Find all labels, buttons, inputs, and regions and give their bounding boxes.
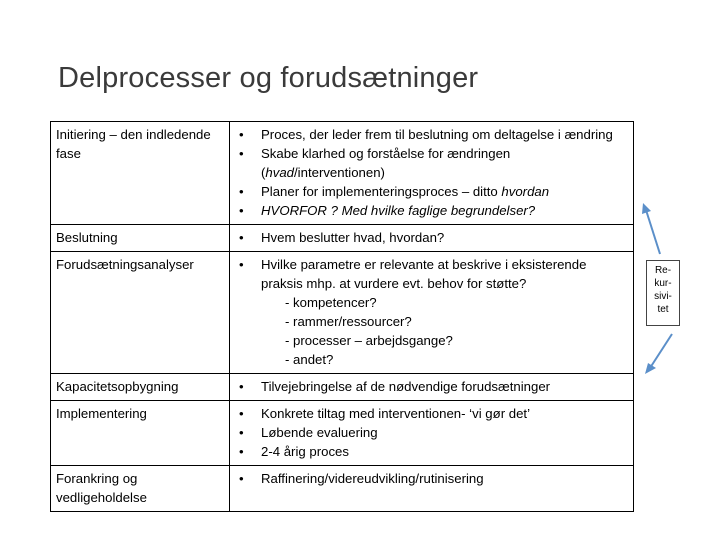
row-label: Forudsætningsanalyser — [51, 252, 230, 374]
arrow-up-icon — [636, 200, 666, 260]
row-content — [230, 225, 634, 252]
table-row — [51, 466, 634, 512]
list-item: • HVORFOR ? Med hvilke faglige begrundelser? — [235, 201, 628, 220]
row-content — [230, 252, 634, 374]
list-item: • Skabe klarhed og forståelse for ændringen (hvad/interventionen) — [235, 144, 628, 182]
list-item: • 2-4 årig proces — [235, 442, 628, 461]
slide-title: Delprocesser og forudsætninger — [58, 62, 479, 94]
recursion-box: Re- kur- sivi- tet — [646, 260, 680, 326]
sub-item: - andet? — [285, 352, 334, 367]
table-row — [51, 374, 634, 401]
list-item: • Tilvejebringelse af de nødvendige forudsætninger — [235, 377, 628, 396]
sub-item: - kompetencer? — [285, 295, 377, 310]
sub-item: - rammer/ressourcer? — [285, 314, 412, 329]
list-item: • Proces, der leder frem til beslutning om deltagelse i ændring — [235, 125, 628, 144]
row-content — [230, 401, 634, 466]
row-label: Beslutning — [51, 225, 230, 252]
list-item: • Hvem beslutter hvad, hvordan? — [235, 228, 628, 247]
arrow-down-icon — [640, 328, 680, 378]
row-content — [230, 466, 634, 512]
process-table — [50, 121, 634, 512]
sub-item: - processer – arbejdsgange? — [285, 333, 453, 348]
list-item: • Raffinering/videreudvikling/rutinisering — [235, 469, 628, 488]
table-row — [51, 252, 634, 374]
list-item: • Planer for implementeringsproces – ditto hvordan — [235, 182, 628, 201]
table-row — [51, 401, 634, 466]
table-row — [51, 122, 634, 225]
table-row — [51, 225, 634, 252]
row-label: Implementering — [51, 401, 230, 466]
list-item: • Konkrete tiltag med interventionen- ‘vi gør det’ — [235, 404, 628, 423]
list-item: • Hvilke parametre er relevante at beskrive i eksisterende praksis mhp. at vurdere evt. behov for støtte? — [235, 255, 628, 293]
row-content — [230, 374, 634, 401]
row-content — [230, 122, 634, 225]
row-label: Initiering – den indledende fase — [51, 122, 230, 225]
row-label: Kapacitetsopbygning — [51, 374, 230, 401]
row-label: Forankring og vedligeholdelse — [51, 466, 230, 512]
list-item: • Løbende evaluering — [235, 423, 628, 442]
